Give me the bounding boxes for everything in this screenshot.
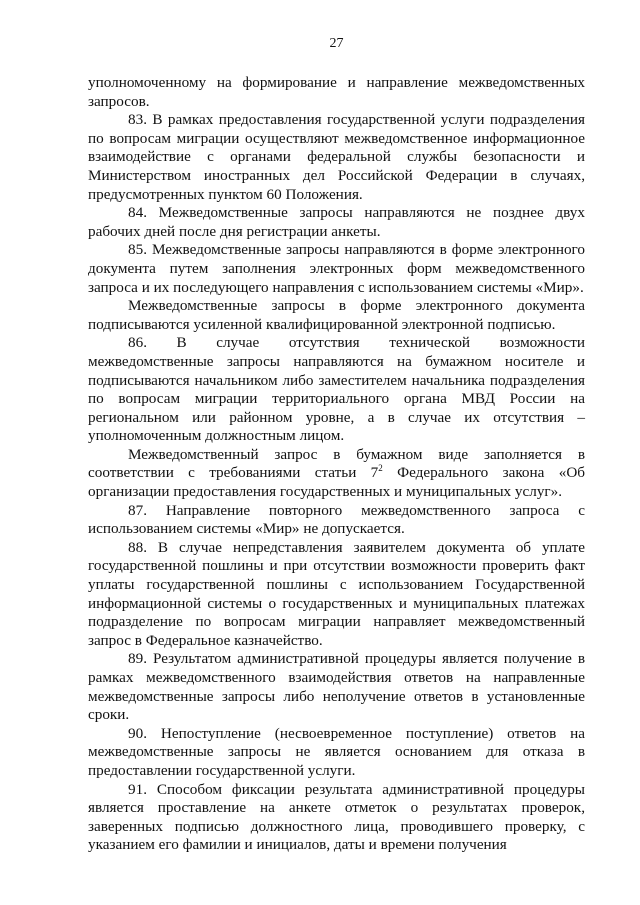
paragraph-continuation: уполномоченному на формирование и направление межведомственных запросов. xyxy=(88,74,585,110)
article-superscript: 2 xyxy=(378,463,383,474)
page-number: 27 xyxy=(329,36,344,51)
paragraph-85: 85. Межведомственные запросы направляются в форме электронного документа путем заполнения электронных форм межведомственного запроса и их последующего направления с использованием системы «Мир». xyxy=(88,241,585,296)
paragraph-86: 86. В случае отсутствия технической возможности межведомственные запросы направляются на бумажном носителе и подписываются начальником либо заместителем начальника подразделения по вопросам миграции территориального органа МВД России на региональном или районном уровне, а в случае их отсутствия – уполномоченным должностным лицом. xyxy=(88,334,585,445)
paragraph-86-text-after: Федерального закона «Об организации предоставления государственных и муниципальных услуг». xyxy=(88,464,586,501)
paragraph-89: 89. Результатом административной процедуры является получение в рамках межведомственного взаимодействия ответов на направленные межведомственные запросы либо неполучение ответов в установленные сроки. xyxy=(88,650,585,724)
paragraph-87: 87. Направление повторного межведомственного запроса с использованием системы «Мир» не допускается. xyxy=(88,501,585,538)
paragraph-88: 88. В случае непредставления заявителем документа об уплате государственной пошлины и при отсутствии возможности проверить факт уплаты государственной пошлины с использованием Государственной информационной системы о государственных и муниципальных платежах подразделение по вопросам миграции направляет межведомственный запрос в Федеральное казначейство. xyxy=(88,538,585,649)
paragraph-84: 84. Межведомственные запросы направляются не позднее двух рабочих дней после дня регистрации анкеты. xyxy=(88,204,585,240)
paragraph-90: 90. Непоступление (несвоевременное поступление) ответов на межведомственные запросы не является основанием для отказа в предоставлении государственной услуги. xyxy=(88,724,585,779)
paragraph-83: 83. В рамках предоставления государственной услуги подразделения по вопросам миграции осуществляют межведомственное информационное взаимодействие с органами федеральной службы безопасности и Министерством иностранных дел Российской Федерации в случаях, предусмотренных пунктом 60 Положения. xyxy=(88,111,585,203)
paragraph-86-paper-request xyxy=(88,446,585,502)
paragraph-91: 91. Способом фиксации результата административной процедуры является проставление на анкете отметок о результатах проверок, заверенных подписью должностного лица, проводившего проверку, с указанием его фамилии и инициалов, даты и времени получения xyxy=(88,780,585,854)
paragraph-85-signature: Межведомственные запросы в форме электронного документа подписываются усиленной квалифицированной электронной подписью. xyxy=(88,297,585,333)
paragraph-86-text-before: Межведомственный запрос в бумажном виде заполняется в соответствии с требованиями статьи 7 xyxy=(88,445,585,482)
